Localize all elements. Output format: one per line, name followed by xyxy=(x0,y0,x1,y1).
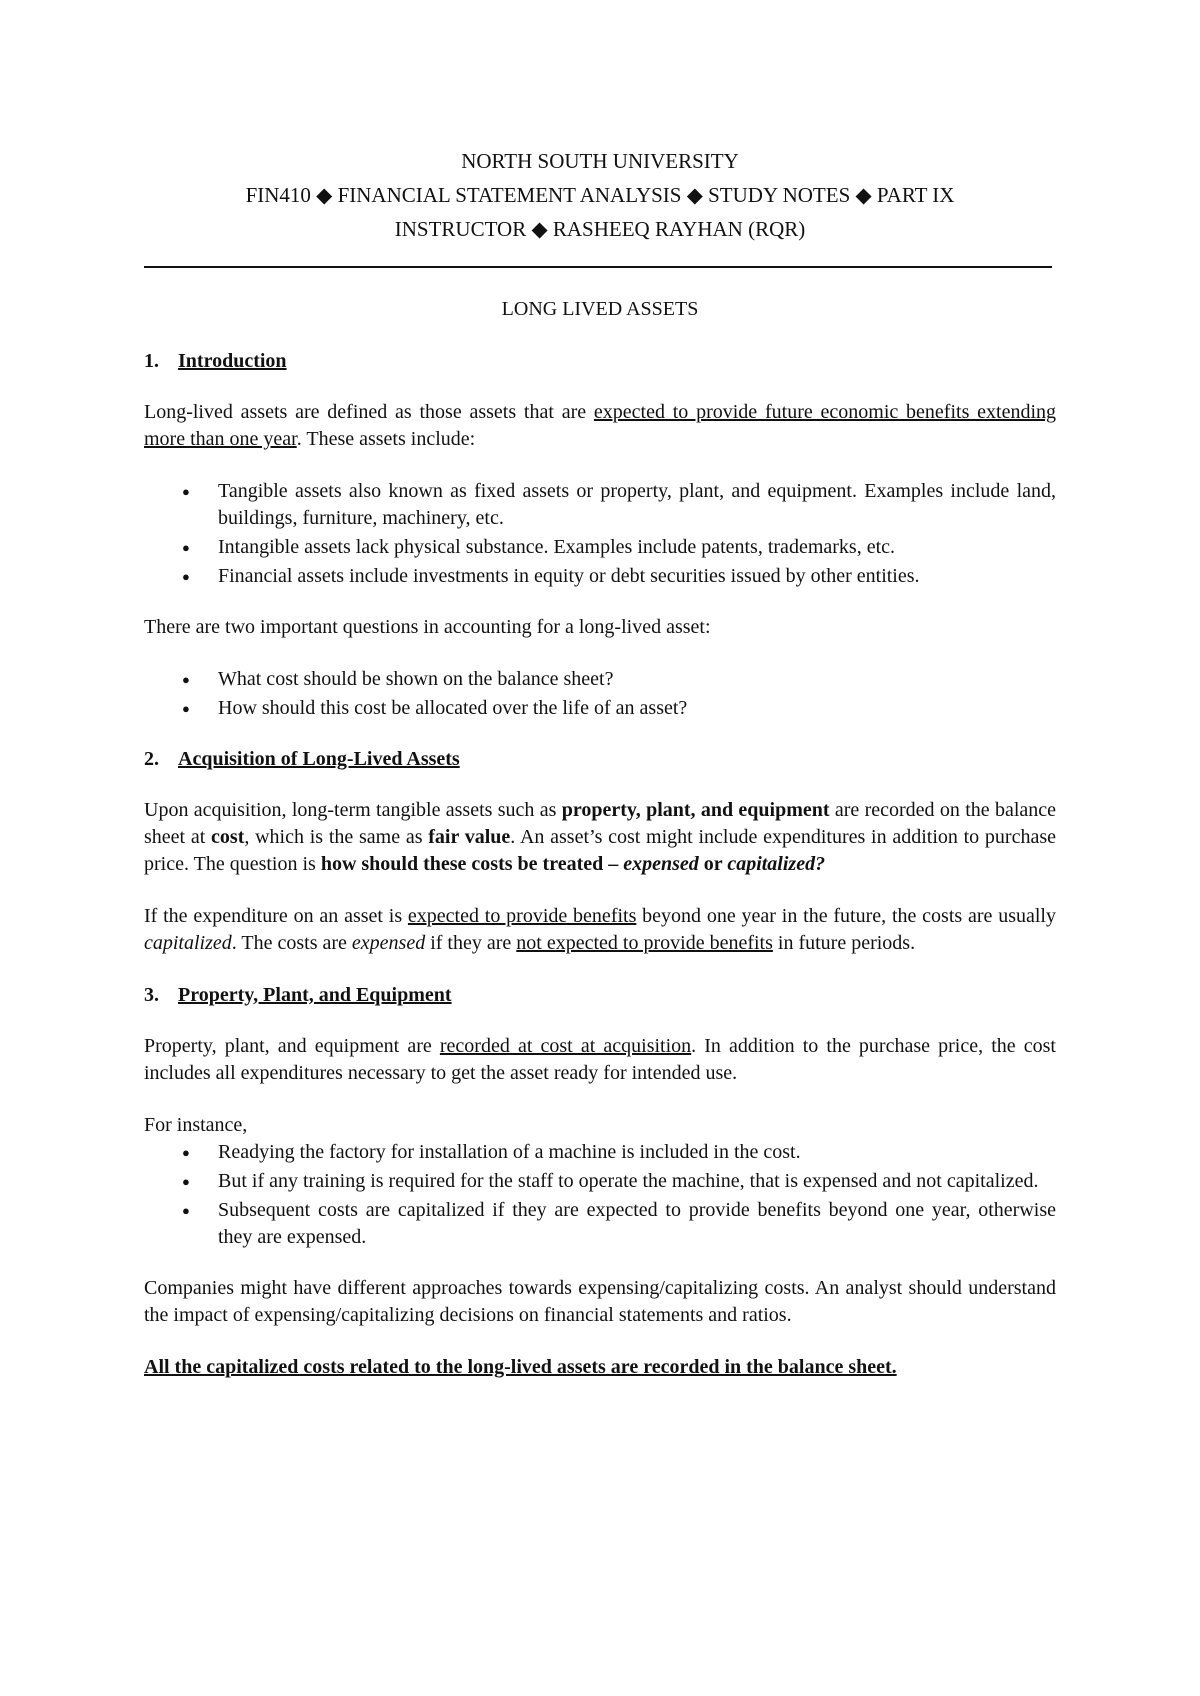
acquisition-paragraph: Upon acquisition, long-term tangible assets such as property, plant, and equipment are recorded on the balance sheet at cost, which is the same as fair value. An asset’s cost might include expenditures in addition to purchase price. The question is how should these costs be treated – expensed or capitalized? xyxy=(144,799,1057,875)
section-heading-ppe: 3. Property, Plant, and Equipment xyxy=(144,984,452,1006)
document-header xyxy=(0,144,1200,246)
list-item: ● Readying the factory for installation of a machine is included in the cost. xyxy=(218,1139,1056,1166)
capitalize-paragraph: If the expenditure on an asset is expected to provide benefits beyond one year in the future, the costs are usually capitalized. The costs are expensed if they are not expected to provide benefits in future periods. xyxy=(144,905,1056,954)
asset-types-list xyxy=(144,478,1056,590)
list-item: ● Tangible assets also known as fixed assets or property, plant, and equipment. Examples include land, buildings, furniture, machinery, etc. xyxy=(218,478,1056,532)
page-title: LONG LIVED ASSETS xyxy=(501,298,699,320)
intro-paragraph: Long-lived assets are defined as those assets that are expected to provide future economic benefits extending more than one year. These assets include: xyxy=(144,401,1056,450)
questions-list xyxy=(144,666,1056,722)
list-item: ● Financial assets include investments in equity or debt securities issued by other entities. xyxy=(218,563,1056,590)
summary-statement: All the capitalized costs related to the long-lived assets are recorded in the balance sheet. xyxy=(144,1356,897,1378)
for-instance: For instance, xyxy=(144,1114,248,1136)
list-item: ● What cost should be shown on the balance sheet? xyxy=(218,666,1056,693)
list-item: ● How should this cost be allocated over the life of an asset? xyxy=(218,695,1056,722)
analyst-paragraph: Companies might have different approaches towards expensing/capitalizing costs. An analyst should understand the impact of expensing/capitalizing decisions on financial statements and ratios. xyxy=(144,1277,1056,1326)
course-line: FIN410 ◆ FINANCIAL STATEMENT ANALYSIS ◆ STUDY NOTES ◆ PART IX xyxy=(245,183,955,207)
list-item: ● Subsequent costs are capitalized if they are expected to provide benefits beyond one year, otherwise they are expensed. xyxy=(218,1197,1056,1251)
instructor-line: INSTRUCTOR ◆ RASHEEQ RAYHAN (RQR) xyxy=(394,217,806,241)
ppe-paragraph: Property, plant, and equipment are recorded at cost at acquisition. In addition to the purchase price, the cost includes all expenditures necessary to get the asset ready for intended use. xyxy=(144,1035,1056,1084)
section-heading-introduction: 1. Introduction xyxy=(144,350,287,372)
list-item: ● Intangible assets lack physical substance. Examples include patents, trademarks, etc. xyxy=(218,534,1056,561)
questions-intro: There are two important questions in accounting for a long-lived asset: xyxy=(144,616,711,638)
university-name: NORTH SOUTH UNIVERSITY xyxy=(461,149,739,173)
ppe-examples-list xyxy=(144,1139,1056,1251)
section-heading-acquisition: 2. Acquisition of Long-Lived Assets xyxy=(144,748,460,770)
list-item: ● But if any training is required for the staff to operate the machine, that is expensed and not capitalized. xyxy=(218,1168,1056,1195)
document-body xyxy=(144,348,1056,1406)
header-divider xyxy=(144,266,1052,268)
